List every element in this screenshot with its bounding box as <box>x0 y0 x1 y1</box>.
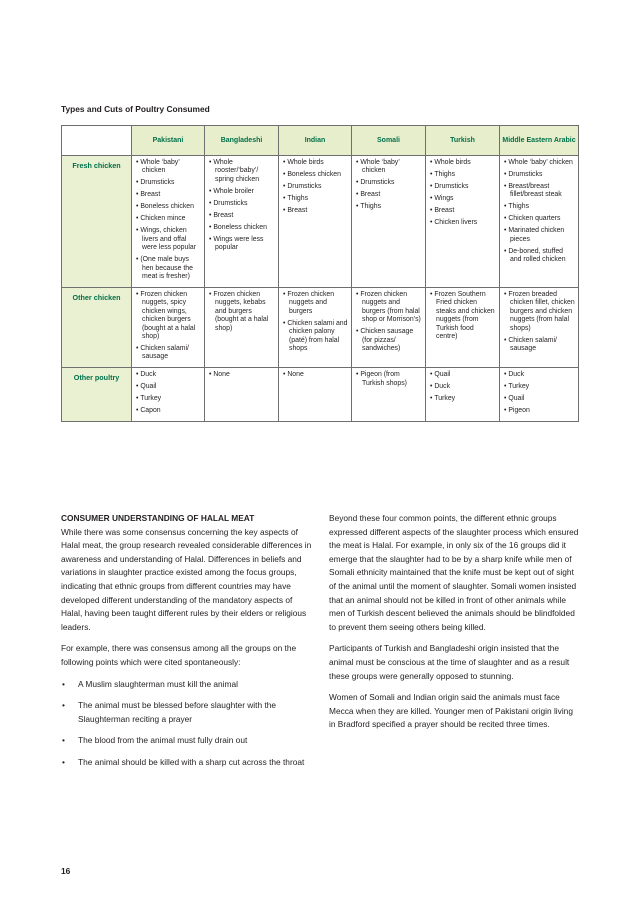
paragraph: While there was some consensus concerning the key aspects of Halal meat, the group research revealed considerable differences in awareness and understanding of Halal. Differences in beliefs and variations in slaughter practice existed among the focus groups, indicating that ethnic groups from different countries may have developed different understanding of the mandatory aspects of Halal, having been taught different rules by their elders or religious leaders. <box>61 526 312 632</box>
cell-item: • Frozen Southern Fried chicken steaks and chicken nuggets (from Turkish food centre) <box>430 291 497 341</box>
col-header-bangladeshi: Bangladeshi <box>205 126 279 156</box>
table-cell <box>132 368 205 422</box>
list-item: • The animal must be blessed before slaughter with the Slaughterman reciting a prayer <box>61 699 312 726</box>
paragraph: For example, there was consensus among all the groups on the following points which were cited spontaneously: <box>61 643 297 667</box>
cell-list <box>356 291 423 353</box>
cell-item: • Quail <box>136 383 202 391</box>
cell-item: • Breast <box>283 207 349 215</box>
cell-item: • Duck <box>504 371 576 379</box>
cell-item: • Chicken livers <box>430 219 497 227</box>
left-text-column <box>61 512 312 778</box>
cell-item: • Thighs <box>283 195 349 203</box>
cell-item: • Thighs <box>430 171 497 179</box>
cell-item: • Marinated chicken pieces <box>504 227 576 244</box>
cell-item: • Duck <box>430 383 497 391</box>
paragraph: Beyond these four common points, the different ethnic groups expressed different aspects of the slaughter process which ensured the meat is Halal. For example, in only six of the 16 groups did it emerge that the slaughter had to be by a sharp knife while men of Somali ethnicity maintained that the knife must be kept out of sight of the animal until the moment of slaughter. Somali women insisted that an animal should not be killed in front of other animals while men of Turkish descent believed the animals should be blindfolded to prevent them seeing others being killed. <box>329 513 579 632</box>
bullet-list <box>61 678 312 770</box>
right-text-column <box>329 512 579 740</box>
cell-item: • Breast/breast fillet/breast steak <box>504 183 576 200</box>
cell-list <box>209 159 276 253</box>
list-item: • The blood from the animal must fully drain out <box>61 734 312 748</box>
cell-item: • Chicken salami and chicken palony (paté) from halal shops <box>283 320 349 354</box>
cell-list <box>430 159 497 227</box>
paragraph: Participants of Turkish and Bangladeshi origin insisted that the animal must be conscious at the time of slaughter and as a result these groups were generally opposed to stunning. <box>329 643 570 681</box>
cell-item: • Breast <box>430 207 497 215</box>
cell-item: • Whole ‘baby’ chicken <box>356 159 423 176</box>
cell-item: • Wings were less popular <box>209 236 276 253</box>
cell-item: • Thighs <box>356 203 423 211</box>
table-row <box>62 368 579 422</box>
cell-item: • Whole birds <box>283 159 349 167</box>
cell-item: • Whole ‘baby’ chicken <box>504 159 576 167</box>
cell-item: • (One male buys hen because the meat is fresher) <box>136 256 202 281</box>
cell-list <box>504 371 576 415</box>
cell-list <box>136 371 202 415</box>
row-header: Fresh chicken <box>62 156 132 288</box>
table-cell <box>426 156 500 288</box>
table-cell <box>279 288 352 368</box>
list-item: • The animal should be killed with a sharp cut across the throat <box>61 756 312 770</box>
cell-item: • Breast <box>356 191 423 199</box>
table-row <box>62 288 579 368</box>
list-item: • A Muslim slaughterman must kill the animal <box>61 678 312 692</box>
cell-item: • Boneless chicken <box>136 203 202 211</box>
table-cell <box>279 156 352 288</box>
cell-item: • Frozen breaded chicken fillet, chicken burgers and chicken nuggets (from halal shops) <box>504 291 576 333</box>
table-cell <box>500 156 579 288</box>
cell-item: • Capon <box>136 407 202 415</box>
cell-list <box>430 371 497 403</box>
cell-item: • Breast <box>209 212 276 220</box>
table-cell <box>500 288 579 368</box>
cell-item: • Boneless chicken <box>209 224 276 232</box>
cell-item: • Thighs <box>504 203 576 211</box>
cell-list <box>430 291 497 341</box>
table-body <box>62 156 579 422</box>
cell-item: • Chicken mince <box>136 215 202 223</box>
poultry-table <box>61 125 579 422</box>
cell-list <box>136 159 202 281</box>
cell-item: • Quail <box>504 395 576 403</box>
cell-list <box>283 159 349 215</box>
cell-item: • Whole ‘baby’ chicken <box>136 159 202 176</box>
col-header-somali: Somali <box>352 126 426 156</box>
cell-item: • Drumsticks <box>430 183 497 191</box>
page-number: 16 <box>61 866 71 876</box>
cell-item: • Wings <box>430 195 497 203</box>
cell-list <box>504 159 576 265</box>
cell-list <box>356 159 423 212</box>
table-header-corner <box>62 126 132 156</box>
cell-item: • Breast <box>136 191 202 199</box>
table-title: Types and Cuts of Poultry Consumed <box>61 104 210 114</box>
cell-item: • Chicken quarters <box>504 215 576 223</box>
cell-item: • Drumsticks <box>209 200 276 208</box>
cell-item: • None <box>283 371 349 379</box>
cell-list <box>209 371 276 379</box>
cell-item: • Drumsticks <box>504 171 576 179</box>
cell-list <box>283 371 349 379</box>
col-header-indian: Indian <box>279 126 352 156</box>
table-header-row <box>62 126 579 156</box>
cell-item: • None <box>209 371 276 379</box>
cell-item: • Turkey <box>136 395 202 403</box>
table-cell <box>426 288 500 368</box>
cell-item: • Drumsticks <box>283 183 349 191</box>
cell-item: • Chicken sausage (for pizzas/ sandwiches) <box>356 328 423 353</box>
cell-item: • Turkey <box>504 383 576 391</box>
cell-item: • Chicken salami/ sausage <box>136 345 202 362</box>
section-heading: CONSUMER UNDERSTANDING OF HALAL MEAT <box>61 513 255 523</box>
cell-item: • Boneless chicken <box>283 171 349 179</box>
col-header-turkish: Turkish <box>426 126 500 156</box>
cell-item: • Whole birds <box>430 159 497 167</box>
cell-item: • Drumsticks <box>136 179 202 187</box>
table-cell <box>426 368 500 422</box>
cell-item: • De-boned, stuffed and rolled chicken <box>504 248 576 265</box>
cell-item: • Frozen chicken nuggets, spicy chicken wings, chicken burgers (bought at a halal shop) <box>136 291 202 341</box>
cell-item: • Pigeon (from Turkish shops) <box>356 371 423 388</box>
cell-list <box>136 291 202 362</box>
col-header-pakistani: Pakistani <box>132 126 205 156</box>
cell-item: • Duck <box>136 371 202 379</box>
cell-item: • Turkey <box>430 395 497 403</box>
table-cell <box>352 288 426 368</box>
cell-item: • Drumsticks <box>356 179 423 187</box>
table-cell <box>205 156 279 288</box>
cell-item: • Chicken salami/ sausage <box>504 337 576 354</box>
cell-item: • Whole rooster/‘baby’/ spring chicken <box>209 159 276 184</box>
table-cell <box>500 368 579 422</box>
cell-list <box>283 291 349 353</box>
table-cell <box>205 368 279 422</box>
col-header-middle-eastern-arabic: Middle Eastern Arabic <box>500 126 579 156</box>
table-cell <box>352 368 426 422</box>
cell-list <box>209 291 276 333</box>
cell-list <box>504 291 576 353</box>
table-cell <box>352 156 426 288</box>
cell-item: • Frozen chicken nuggets and burgers <box>283 291 349 316</box>
cell-item: • Pigeon <box>504 407 576 415</box>
table-cell <box>279 368 352 422</box>
row-header: Other poultry <box>62 368 132 422</box>
row-header: Other chicken <box>62 288 132 368</box>
table-cell <box>205 288 279 368</box>
table-cell <box>132 288 205 368</box>
table-cell <box>132 156 205 288</box>
cell-list <box>356 371 423 388</box>
cell-item: • Frozen chicken nuggets and burgers (from halal shop or Morrison’s) <box>356 291 423 325</box>
cell-item: • Whole broiler <box>209 188 276 196</box>
cell-item: • Wings, chicken livers and offal were less popular <box>136 227 202 252</box>
paragraph: Women of Somali and Indian origin said the animals must face Mecca when they are killed. Younger men of Pakistani origin living in Bradford specified a prayer should be recited three times. <box>329 692 573 730</box>
cell-item: • Quail <box>430 371 497 379</box>
cell-item: • Frozen chicken nuggets, kebabs and burgers (bought at a halal shop) <box>209 291 276 333</box>
table-row <box>62 156 579 288</box>
